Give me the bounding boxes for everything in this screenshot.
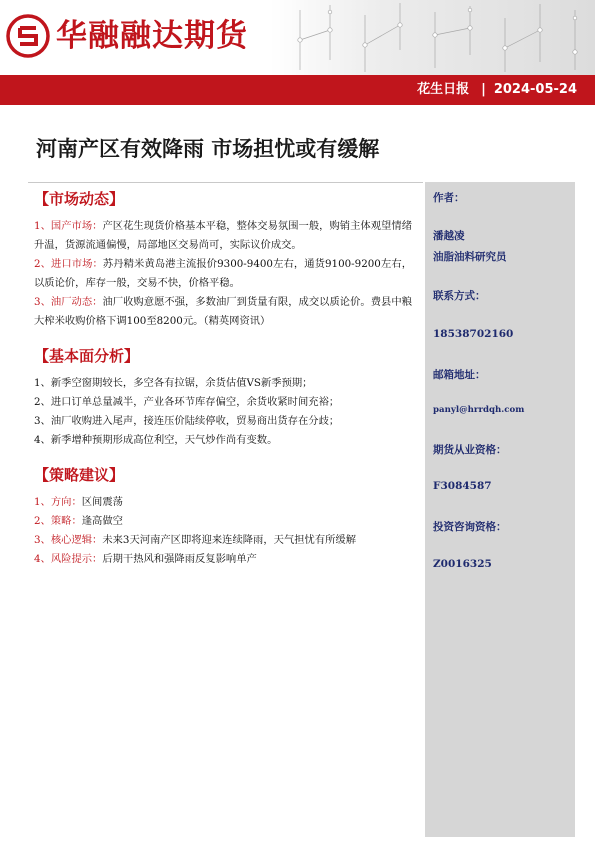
report-banner (0, 75, 595, 105)
email-label: 邮箱地址： (433, 369, 486, 381)
email-address: panyl@hrrdqh.com (433, 405, 525, 415)
section-heading-strategy: 【策略建议】 (34, 466, 125, 484)
futures-qual-number: F3084587 (433, 480, 492, 492)
list-item: 4、风险提示：后期干热风和强降雨反复影响单产 (34, 553, 257, 565)
header-band (0, 0, 595, 75)
company-name: 华融融达期货 (56, 18, 248, 54)
list-item: 3、核心逻辑：未来3天河南产区即将迎来连续降雨，天气担忧有所缓解 (34, 534, 357, 546)
author-title: 油脂油料研究员 (433, 251, 507, 263)
author-label: 作者： (433, 192, 465, 204)
futures-qual-label: 期货从业资格： (433, 444, 507, 456)
section-strategy (34, 464, 412, 569)
list-item: 1、新季空窗期较长，多空各有拉锯，余货估值VS新季预期； (34, 377, 313, 389)
consult-qual-label: 投资咨询资格： (433, 521, 507, 533)
list-item: 1、国产市场：产区花生现货价格基本平稳，整体交易氛围一般，购销主体观望情绪升温，货源流通偏慢，局部地区交易尚可，实际议价成交。 (34, 220, 412, 251)
section-heading-fundamental: 【基本面分析】 (34, 347, 140, 365)
contact-label: 联系方式： (433, 290, 486, 302)
list-item: 3、油厂收购进入尾声，接连压价陆续停收，贸易商出货存在分歧； (34, 415, 340, 427)
phone-number: 18538702160 (433, 328, 514, 340)
author-sidebar (425, 182, 575, 837)
page-title: 河南产区有效降雨 市场担忧或有缓解 (36, 137, 380, 161)
network-pattern-icon (270, 0, 595, 75)
section-fundamental (34, 345, 412, 450)
consult-qual-number: Z0016325 (433, 558, 492, 570)
list-item: 2、策略：逢高做空 (34, 515, 123, 527)
author-name: 潘越凌 (433, 230, 465, 242)
section-heading-market: 【市场动态】 (34, 190, 125, 208)
header-decor-pattern (270, 0, 595, 75)
section-market (34, 188, 412, 331)
huarong-logo-icon (6, 14, 50, 58)
title-divider (28, 182, 423, 183)
list-item: 2、进口市场：苏丹精米黄岛港主流报价9300-9400左右，通货9100-9200左右，以质论价，库存一般，交易不快，价格平稳。 (34, 258, 412, 289)
report-type: 花生日报 (417, 82, 470, 97)
list-item: 1、方向：区间震荡 (34, 496, 123, 508)
list-item: 2、进口订单总量减半，产业各环节库存偏空，余货收紧时间充裕； (34, 396, 340, 408)
list-item: 3、油厂动态：油厂收购意愿不强，多数油厂到货量有限，成交以质论价。费县中粮大榨米收购价格下调100至8200元。（精英网资讯） (34, 296, 412, 327)
main-content (34, 188, 412, 583)
list-item: 4、新季增种预期形成高位利空，天气炒作尚有变数。 (34, 434, 278, 446)
report-date: 2024-05-24 (493, 82, 577, 97)
report-meta: 花生日报 | 2024-05-24 (417, 82, 577, 97)
